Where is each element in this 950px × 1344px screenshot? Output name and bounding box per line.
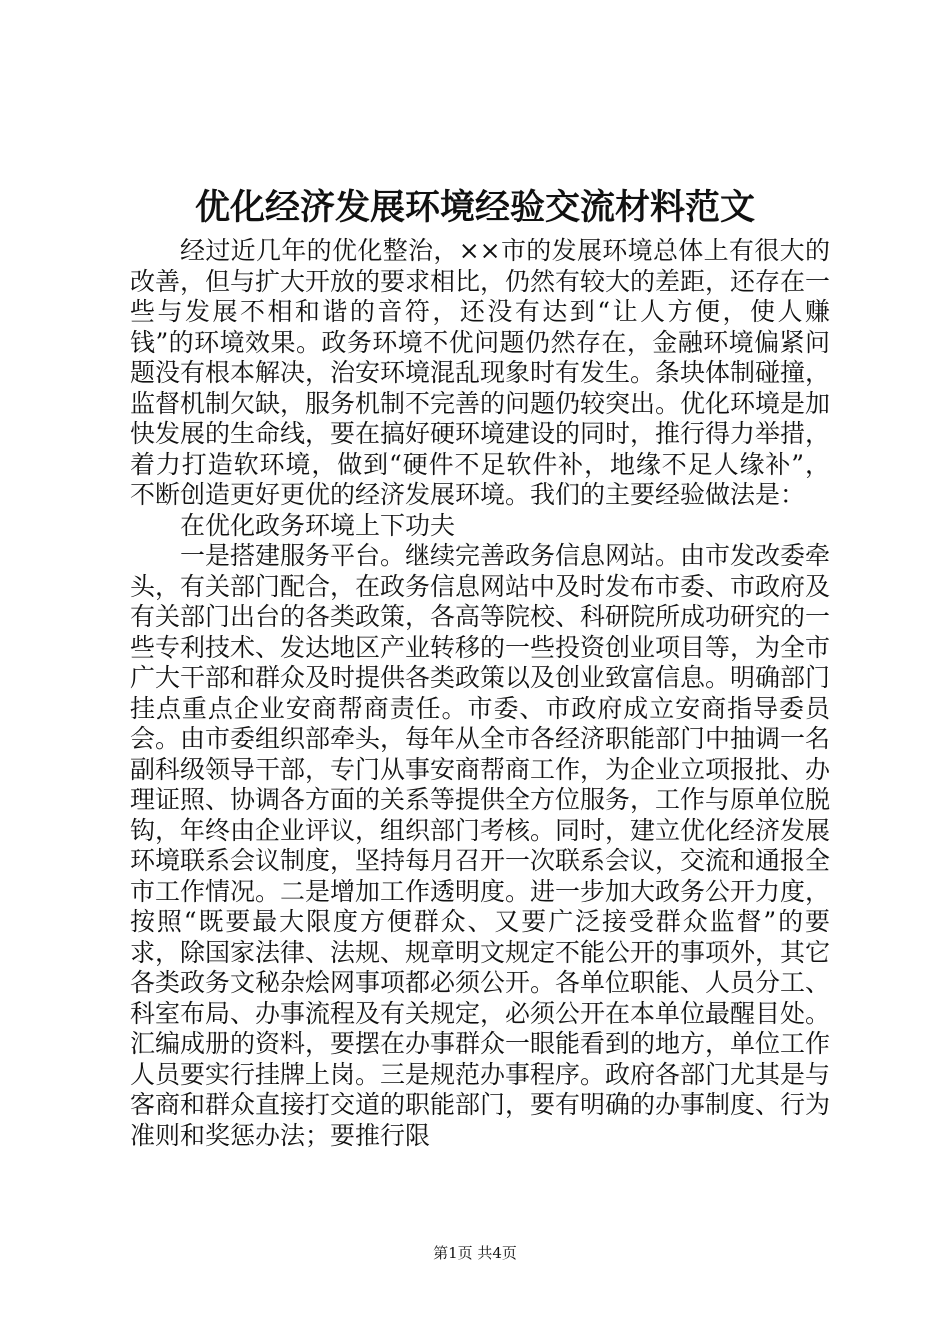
document-body — [130, 236, 830, 1151]
body-paragraph-measures: 一是搭建服务平台。继续完善政务信息网站。由市发改委牵头，有关部门配合，在政务信息网站中及时发布市委、市政府及有关部门出台的各类政策，各高等院校、科研院所成功研究的一些专利技术、发达地区产业转移的一些投资创业项目等，为全市广大干部和群众及时提供各类政策以及创业致富信息。明确部门挂点重点企业安商帮商责任。市委、市政府成立安商指导委员会。由市委组织部牵头，每年从全市各经济职能部门中抽调一名副科级领导干部，专门从事安商帮商工作，为企业立项报批、办理证照、协调各方面的关系等提供全方位服务，工作与原单位脱钩，年终由企业评议，组织部门考核。同时，建立优化经济发展环境联系会议制度，坚持每月召开一次联系会议，交流和通报全市工作情况。二是增加工作透明度。进一步加大政务公开力度，按照“既要最大限度方便群众、又要广泛接受群众监督”的要求，除国家法律、法规、规章明文规定不能公开的事项外，其它各类政务文秘杂烩网事项都必须公开。各单位职能、人员分工、科室布局、办事流程及有关规定，必须公开在本单位最醒目处。汇编成册的资料，要摆在办事群众一眼能看到的地方，单位工作人员要实行挂牌上岗。三是规范办事程序。政府各部门尤其是与客商和群众直接打交道的职能部门，要有明确的办事制度、行为准则和奖惩办法；要推行限 — [130, 541, 831, 1150]
page-footer: 第1页 共4页 — [433, 1244, 517, 1262]
document-title: 优化经济发展环境经验交流材料范文 — [194, 187, 755, 228]
body-paragraph-intro: 经过近几年的优化整治，××市的发展环境总体上有很大的改善，但与扩大开放的要求相比，仍然有较大的差距，还存在一些与发展不相和谐的音符，还没有达到“让人方便，使人赚钱”的环境效果。政务环境不优问题仍然存在，金融环境偏紧问题没有根本解决，治安环境混乱现象时有发生。条块体制碰撞，监督机制欠缺，服务机制不完善的问题仍较突出。优化环境是加快发展的生命线，要在搞好硬环境建设的同时，推行得力举措，着力打造软环境，做到“硬件不足软件补，地缘不足人缘补”，不断创造更好更优的经济发展环境。我们的主要经验做法是： — [130, 236, 831, 509]
section-heading: 在优化政务环境上下功夫 — [180, 510, 456, 540]
